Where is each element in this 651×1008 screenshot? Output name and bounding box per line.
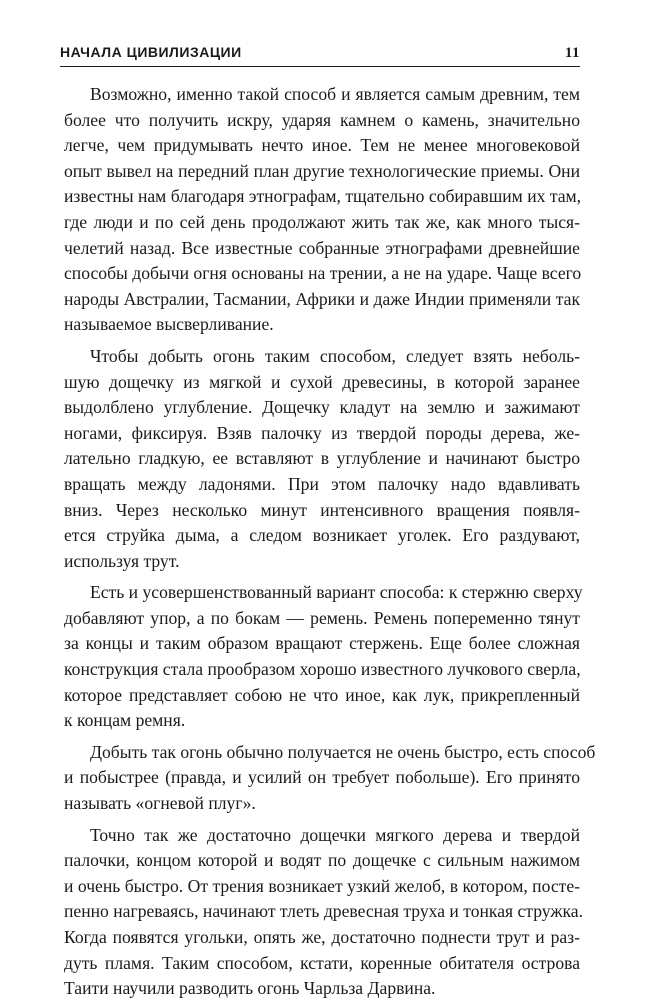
text-line: где люди и по сей день продолжают жить так же, как много тыся- (64, 211, 580, 232)
paragraph (64, 823, 583, 1002)
page-number: 11 (564, 45, 580, 61)
text-line: используя трут. (64, 550, 180, 571)
text-line: называть «огневой плуг». (64, 793, 256, 814)
text-line: вниз. Через несколько минут интенсивного вращения появля- (64, 499, 580, 520)
running-title: НАЧАЛА ЦИВИЛИЗАЦИИ (60, 44, 242, 60)
header-rule (60, 66, 580, 67)
text-line: выдолблено углубление. Дощечку кладут на землю и зажимают (64, 397, 580, 418)
text-line: народы Австралии, Тасмании, Африки и даже Индии применяли так (64, 288, 580, 309)
text-line: шую дощечку из мягкой и сухой древесины, в которой заранее (64, 371, 580, 392)
text-line: к концам ремня. (64, 710, 186, 731)
running-header (60, 44, 580, 62)
text-line: Таити научили разводить огонь Чарльза Дарвина. (64, 978, 436, 999)
text-line: которое представляет собою не что иное, как лук, прикрепленный (64, 684, 580, 705)
text-line: легче, чем придумывать нечто иное. Тем не менее многовековой (64, 135, 580, 156)
paragraph (64, 82, 580, 338)
text-line: более что получить искру, ударяя камнем о камень, значительно (64, 109, 580, 130)
text-line: Точно так же достаточно дощечки мягкого дерева и твердой (90, 824, 580, 845)
text-line: ется струйка дыма, а следом возникает уголек. Его раздувают, (64, 525, 580, 546)
text-line: за концы и таким образом вращают стержень. Еще более сложная (64, 633, 580, 654)
text-line: Есть и усовершенствованный вариант способа: к стержню сверху (90, 582, 583, 603)
text-line: вращать между ладонями. При этом палочку надо вдавливать (64, 473, 580, 494)
paragraph (64, 580, 583, 734)
text-line: пенно нагреваясь, начинают тлеть древесная труха и тонкая стружка. (64, 901, 583, 922)
text-line: конструкция стала прообразом хорошо известного лучкового сверла, (64, 659, 581, 680)
text-line: палочки, концом которой и водят по дощечке с сильным нажимом (64, 850, 580, 871)
body-text (64, 82, 596, 1008)
text-line: Чтобы добыть огонь таким способом, следует взять неболь- (90, 345, 580, 366)
paragraph (64, 344, 580, 574)
text-line: называемое высверливание. (64, 314, 274, 335)
text-line: известны нам благодаря этнографам, тщательно собиравшим их там, (64, 186, 582, 207)
text-line: и очень быстро. От трения возникает узкий желоб, в котором, посте- (64, 875, 580, 896)
text-line: челетий назад. Все известные собранные этнографами древнейшие (64, 237, 580, 258)
paragraph (64, 740, 596, 817)
text-line: опыт вывел на передний план другие технологические приемы. Они (64, 160, 580, 181)
text-line: и побыстрее (правда, и усилий он требует побольше). Его принято (64, 767, 580, 788)
text-line: дуть пламя. Таким способом, кстати, коренные обитателя острова (64, 952, 580, 973)
text-line: Возможно, именно такой способ и является самым древним, тем (90, 84, 580, 104)
text-line: добавляют упор, а по бокам — ремень. Ремень попеременно тянут (64, 607, 580, 628)
text-line: способы добычи огня основаны на трении, а не на ударе. Чаще всего (64, 263, 582, 284)
text-line: Когда появятся угольки, опять же, достаточно поднести трут и раз- (64, 927, 580, 947)
text-line: лательно гладкую, ее вставляют в углубление и начинают быстро (64, 448, 580, 469)
text-line: ногами, фиксируя. Взяв палочку из твердой породы дерева, же- (64, 422, 580, 443)
text-line: Добыть так огонь обычно получается не очень быстро, есть способ (90, 741, 596, 762)
